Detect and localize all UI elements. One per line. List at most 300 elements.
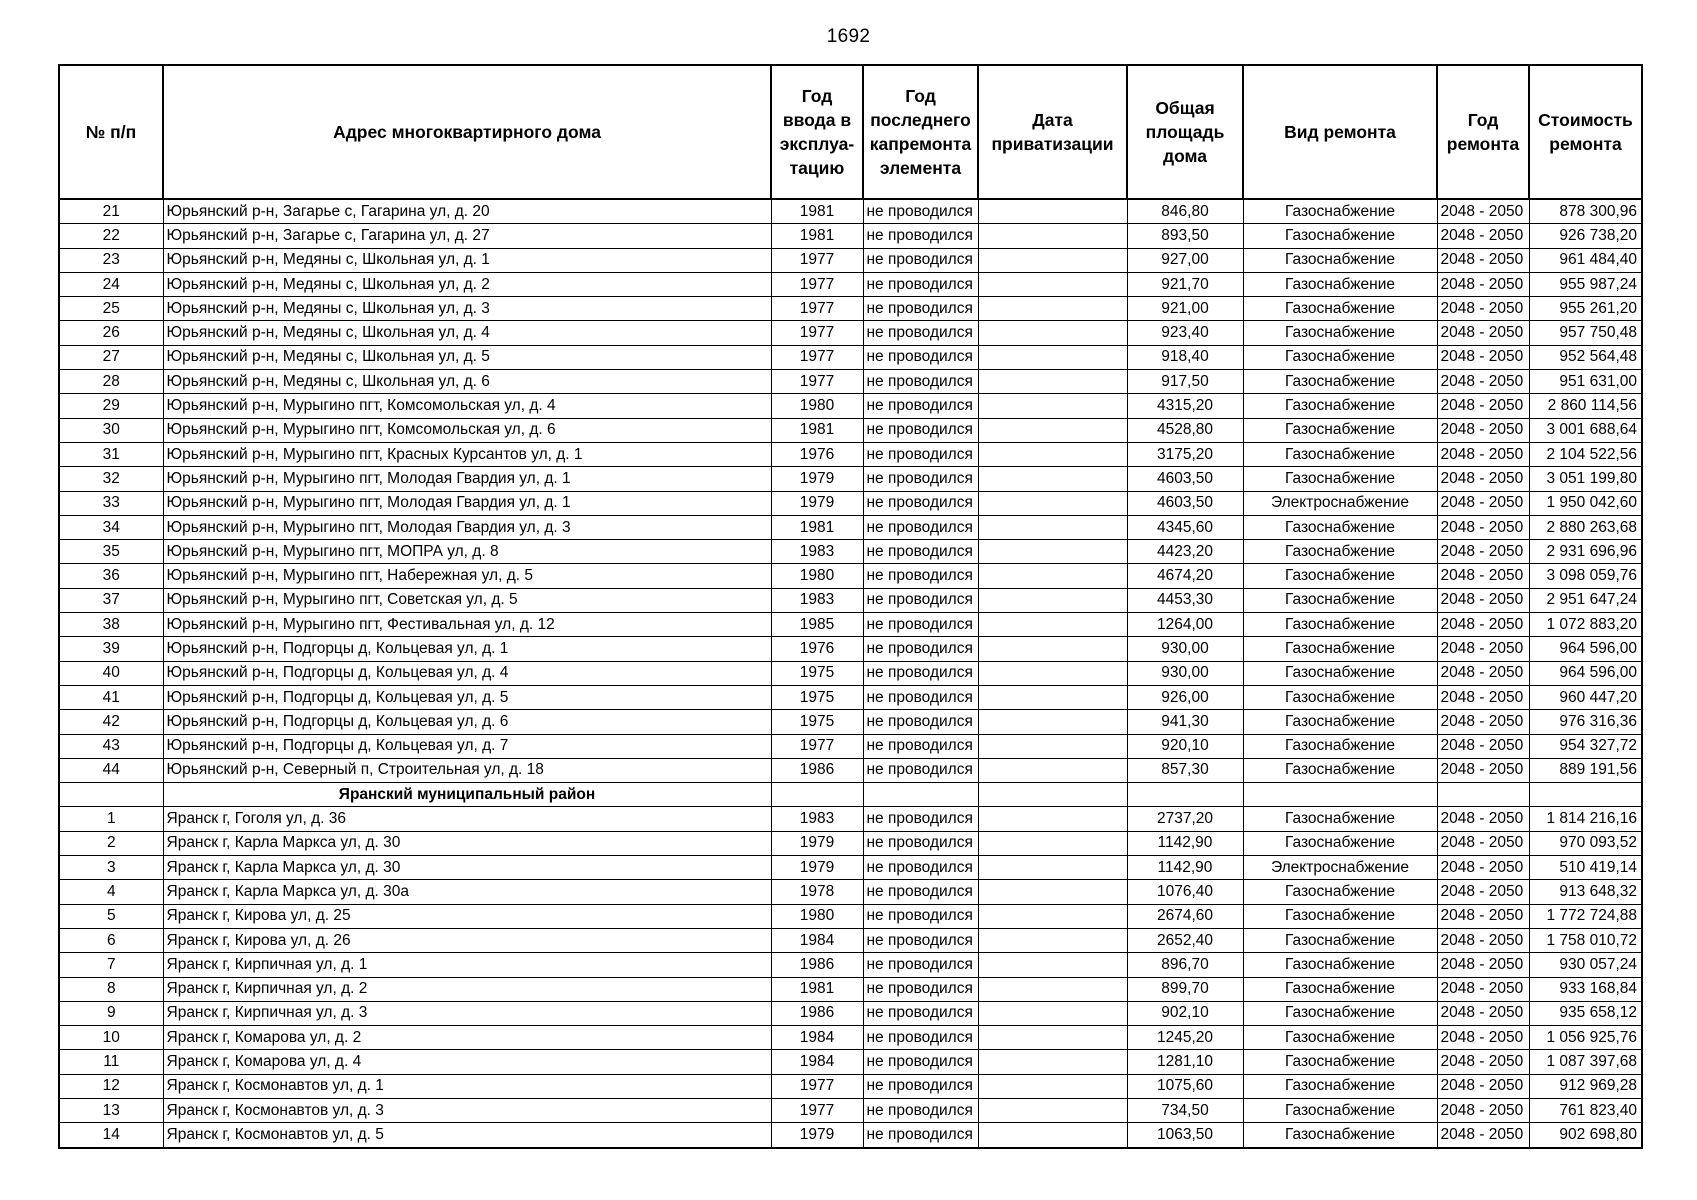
cell-num: 3 (59, 856, 163, 880)
cell-repair-year: 2048 - 2050 (1437, 734, 1529, 758)
cell-num: 21 (59, 199, 163, 224)
cell-repair-type: Газоснабжение (1243, 904, 1437, 928)
cell-last-repair: не проводился (863, 953, 978, 977)
cell-area: 1264,00 (1127, 613, 1243, 637)
cell-repair-type: Газоснабжение (1243, 928, 1437, 952)
cell-repair-year: 2048 - 2050 (1437, 1026, 1529, 1050)
header-area: Общая площадь дома (1127, 65, 1243, 199)
cell-privatization (978, 710, 1127, 734)
cell-year-built: 1981 (771, 515, 863, 539)
table-row (59, 613, 1642, 637)
cell-cost: 1 072 883,20 (1529, 613, 1642, 637)
cell-cost: 3 001 688,64 (1529, 418, 1642, 442)
table-row (59, 880, 1642, 904)
cell-last-repair: не проводился (863, 758, 978, 782)
cell-num: 34 (59, 515, 163, 539)
cell-privatization (978, 491, 1127, 515)
cell-address: Яранск г, Космонавтов ул, д. 5 (163, 1123, 771, 1148)
cell-cost: 952 564,48 (1529, 345, 1642, 369)
cell-year-built: 1976 (771, 442, 863, 466)
table-row (59, 1001, 1642, 1025)
cell-repair-year: 2048 - 2050 (1437, 637, 1529, 661)
cell-area: 1281,10 (1127, 1050, 1243, 1074)
header-last-repair: Год последнего капремонта элемента (863, 65, 978, 199)
cell-address: Юрьянский р-н, Мурыгино пгт, Красных Курсантов ул, д. 1 (163, 442, 771, 466)
cell-address: Юрьянский р-н, Медяны с, Школьная ул, д. 3 (163, 297, 771, 321)
cell-address: Яранский муниципальный район (163, 783, 771, 807)
cell-year-built: 1977 (771, 1098, 863, 1122)
cell-year-built: 1977 (771, 321, 863, 345)
cell-repair-year: 2048 - 2050 (1437, 1001, 1529, 1025)
cell-year-built: 1975 (771, 661, 863, 685)
header-repair-year: Год ремонта (1437, 65, 1529, 199)
table-row (59, 199, 1642, 224)
cell-last-repair: не проводился (863, 1026, 978, 1050)
cell-repair-type: Газоснабжение (1243, 199, 1437, 224)
cell-privatization (978, 1026, 1127, 1050)
cell-privatization (978, 1123, 1127, 1148)
cell-repair-type: Газоснабжение (1243, 588, 1437, 612)
cell-year-built: 1975 (771, 710, 863, 734)
cell-last-repair: не проводился (863, 199, 978, 224)
cell-address: Яранск г, Кирпичная ул, д. 2 (163, 977, 771, 1001)
cell-cost: 902 698,80 (1529, 1123, 1642, 1148)
cell-cost: 955 261,20 (1529, 297, 1642, 321)
cell-area: 4603,50 (1127, 467, 1243, 491)
cell-num: 33 (59, 491, 163, 515)
cell-num: 24 (59, 272, 163, 296)
cell-address: Юрьянский р-н, Мурыгино пгт, Молодая Гвардия ул, д. 1 (163, 491, 771, 515)
cell-area: 920,10 (1127, 734, 1243, 758)
cell-num: 5 (59, 904, 163, 928)
cell-last-repair: не проводился (863, 394, 978, 418)
cell-last-repair: не проводился (863, 734, 978, 758)
cell-area: 917,50 (1127, 370, 1243, 394)
cell-year-built: 1978 (771, 880, 863, 904)
table-row (59, 977, 1642, 1001)
cell-year-built: 1977 (771, 734, 863, 758)
cell-area: 930,00 (1127, 637, 1243, 661)
cell-repair-year: 2048 - 2050 (1437, 442, 1529, 466)
cell-privatization (978, 564, 1127, 588)
cell-last-repair: не проводился (863, 321, 978, 345)
cell-num: 30 (59, 418, 163, 442)
cell-year-built: 1979 (771, 491, 863, 515)
table-row (59, 685, 1642, 709)
cell-privatization (978, 613, 1127, 637)
header-year-built: Год ввода в эксплуа-тацию (771, 65, 863, 199)
cell-repair-type: Газоснабжение (1243, 515, 1437, 539)
cell-last-repair: не проводился (863, 418, 978, 442)
cell-last-repair: не проводился (863, 442, 978, 466)
cell-repair-type: Газоснабжение (1243, 1074, 1437, 1098)
cell-area: 4674,20 (1127, 564, 1243, 588)
cell-repair-year: 2048 - 2050 (1437, 880, 1529, 904)
cell-last-repair: не проводился (863, 345, 978, 369)
cell-address: Юрьянский р-н, Мурыгино пгт, Комсомольская ул, д. 6 (163, 418, 771, 442)
cell-area: 1075,60 (1127, 1074, 1243, 1098)
cell-last-repair: не проводился (863, 904, 978, 928)
cell-repair-year: 2048 - 2050 (1437, 1074, 1529, 1098)
table-body (59, 199, 1642, 1148)
cell-repair-type: Газоснабжение (1243, 564, 1437, 588)
cell-year-built: 1977 (771, 370, 863, 394)
table-row (59, 272, 1642, 296)
cell-repair-year: 2048 - 2050 (1437, 297, 1529, 321)
cell-address: Юрьянский р-н, Подгорцы д, Кольцевая ул, д. 1 (163, 637, 771, 661)
cell-year-built: 1981 (771, 199, 863, 224)
cell-num: 22 (59, 224, 163, 248)
cell-repair-year: 2048 - 2050 (1437, 418, 1529, 442)
cell-num: 4 (59, 880, 163, 904)
cell-cost: 1 056 925,76 (1529, 1026, 1642, 1050)
cell-privatization (978, 1001, 1127, 1025)
cell-address: Яранск г, Кирова ул, д. 26 (163, 928, 771, 952)
cell-cost: 1 087 397,68 (1529, 1050, 1642, 1074)
cell-num (59, 783, 163, 807)
cell-repair-type: Газоснабжение (1243, 224, 1437, 248)
cell-address: Юрьянский р-н, Медяны с, Школьная ул, д. 2 (163, 272, 771, 296)
cell-address: Юрьянский р-н, Медяны с, Школьная ул, д. 1 (163, 248, 771, 272)
cell-last-repair: не проводился (863, 685, 978, 709)
cell-cost: 926 738,20 (1529, 224, 1642, 248)
cell-num: 41 (59, 685, 163, 709)
cell-area: 734,50 (1127, 1098, 1243, 1122)
cell-area: 899,70 (1127, 977, 1243, 1001)
cell-address: Юрьянский р-н, Загарье с, Гагарина ул, д. 20 (163, 199, 771, 224)
cell-repair-year: 2048 - 2050 (1437, 953, 1529, 977)
cell-area: 846,80 (1127, 199, 1243, 224)
cell-year-built: 1977 (771, 272, 863, 296)
cell-last-repair: не проводился (863, 370, 978, 394)
cell-year-built: 1981 (771, 418, 863, 442)
cell-last-repair: не проводился (863, 1001, 978, 1025)
table-row (59, 491, 1642, 515)
cell-repair-type: Электроснабжение (1243, 856, 1437, 880)
cell-last-repair: не проводился (863, 1098, 978, 1122)
cell-cost: 951 631,00 (1529, 370, 1642, 394)
table-row (59, 418, 1642, 442)
cell-address: Юрьянский р-н, Мурыгино пгт, Набережная ул, д. 5 (163, 564, 771, 588)
cell-repair-year: 2048 - 2050 (1437, 685, 1529, 709)
cell-privatization (978, 467, 1127, 491)
cell-last-repair: не проводился (863, 1123, 978, 1148)
cell-area: 902,10 (1127, 1001, 1243, 1025)
cell-cost: 976 316,36 (1529, 710, 1642, 734)
cell-repair-year: 2048 - 2050 (1437, 928, 1529, 952)
table-row (59, 467, 1642, 491)
cell-num: 38 (59, 613, 163, 637)
cell-cost: 935 658,12 (1529, 1001, 1642, 1025)
cell-num: 6 (59, 928, 163, 952)
cell-repair-year: 2048 - 2050 (1437, 540, 1529, 564)
cell-num: 11 (59, 1050, 163, 1074)
cell-cost: 961 484,40 (1529, 248, 1642, 272)
cell-year-built: 1977 (771, 248, 863, 272)
table-row (59, 661, 1642, 685)
cell-year-built: 1977 (771, 1074, 863, 1098)
cell-address: Яранск г, Гоголя ул, д. 36 (163, 807, 771, 831)
table-row (59, 394, 1642, 418)
cell-num: 1 (59, 807, 163, 831)
cell-address: Яранск г, Карла Маркса ул, д. 30а (163, 880, 771, 904)
header-address: Адрес многоквартирного дома (163, 65, 771, 199)
cell-num: 26 (59, 321, 163, 345)
table-row (59, 224, 1642, 248)
cell-cost: 2 104 522,56 (1529, 442, 1642, 466)
cell-area: 2652,40 (1127, 928, 1243, 952)
cell-year-built: 1983 (771, 540, 863, 564)
cell-address: Юрьянский р-н, Подгорцы д, Кольцевая ул, д. 5 (163, 685, 771, 709)
cell-cost: 889 191,56 (1529, 758, 1642, 782)
cell-repair-type: Газоснабжение (1243, 1001, 1437, 1025)
table-header-row (59, 65, 1642, 199)
cell-last-repair: не проводился (863, 831, 978, 855)
cell-address: Юрьянский р-н, Медяны с, Школьная ул, д. 6 (163, 370, 771, 394)
cell-repair-type: Газоснабжение (1243, 1050, 1437, 1074)
cell-year-built: 1981 (771, 977, 863, 1001)
cell-last-repair: не проводился (863, 977, 978, 1001)
cell-year-built: 1979 (771, 467, 863, 491)
cell-repair-year: 2048 - 2050 (1437, 1098, 1529, 1122)
cell-repair-type: Газоснабжение (1243, 661, 1437, 685)
cell-cost: 970 093,52 (1529, 831, 1642, 855)
cell-year-built: 1981 (771, 224, 863, 248)
cell-privatization (978, 831, 1127, 855)
cell-area: 4603,50 (1127, 491, 1243, 515)
header-privatization: Дата приватизации (978, 65, 1127, 199)
cell-num: 44 (59, 758, 163, 782)
cell-repair-year: 2048 - 2050 (1437, 467, 1529, 491)
cell-area: 893,50 (1127, 224, 1243, 248)
cell-privatization (978, 637, 1127, 661)
cell-privatization (978, 588, 1127, 612)
cell-privatization (978, 370, 1127, 394)
cell-privatization (978, 783, 1127, 807)
cell-repair-year: 2048 - 2050 (1437, 904, 1529, 928)
table-row (59, 856, 1642, 880)
cell-cost: 933 168,84 (1529, 977, 1642, 1001)
cell-last-repair: не проводился (863, 1050, 978, 1074)
table-row (59, 831, 1642, 855)
table-row (59, 345, 1642, 369)
cell-address: Юрьянский р-н, Мурыгино пгт, Фестивальная ул, д. 12 (163, 613, 771, 637)
cell-repair-year: 2048 - 2050 (1437, 515, 1529, 539)
cell-year-built: 1984 (771, 928, 863, 952)
cell-repair-type: Газоснабжение (1243, 442, 1437, 466)
cell-year-built: 1979 (771, 856, 863, 880)
cell-year-built: 1979 (771, 1123, 863, 1148)
table-row (59, 928, 1642, 952)
cell-privatization (978, 297, 1127, 321)
cell-area: 3175,20 (1127, 442, 1243, 466)
cell-area: 896,70 (1127, 953, 1243, 977)
cell-address: Юрьянский р-н, Подгорцы д, Кольцевая ул, д. 4 (163, 661, 771, 685)
cell-year-built: 1980 (771, 904, 863, 928)
cell-last-repair: не проводился (863, 637, 978, 661)
cell-address: Яранск г, Космонавтов ул, д. 3 (163, 1098, 771, 1122)
cell-year-built: 1986 (771, 1001, 863, 1025)
cell-privatization (978, 248, 1127, 272)
cell-repair-year: 2048 - 2050 (1437, 564, 1529, 588)
cell-repair-year: 2048 - 2050 (1437, 977, 1529, 1001)
cell-cost: 1 814 216,16 (1529, 807, 1642, 831)
table-row (59, 515, 1642, 539)
cell-num: 12 (59, 1074, 163, 1098)
cell-privatization (978, 1074, 1127, 1098)
cell-repair-year: 2048 - 2050 (1437, 345, 1529, 369)
cell-cost: 960 447,20 (1529, 685, 1642, 709)
cell-address: Юрьянский р-н, Мурыгино пгт, МОПРА ул, д. 8 (163, 540, 771, 564)
table-row (59, 1074, 1642, 1098)
cell-repair-year: 2048 - 2050 (1437, 199, 1529, 224)
cell-year-built: 1986 (771, 758, 863, 782)
cell-address: Юрьянский р-н, Мурыгино пгт, Комсомольская ул, д. 4 (163, 394, 771, 418)
cell-area: 926,00 (1127, 685, 1243, 709)
cell-area: 918,40 (1127, 345, 1243, 369)
cell-repair-type: Газоснабжение (1243, 394, 1437, 418)
cell-year-built: 1975 (771, 685, 863, 709)
cell-address: Юрьянский р-н, Загарье с, Гагарина ул, д. 27 (163, 224, 771, 248)
cell-area: 1063,50 (1127, 1123, 1243, 1148)
cell-cost: 913 648,32 (1529, 880, 1642, 904)
cell-area (1127, 783, 1243, 807)
cell-repair-year: 2048 - 2050 (1437, 370, 1529, 394)
cell-cost: 930 057,24 (1529, 953, 1642, 977)
cell-last-repair: не проводился (863, 540, 978, 564)
cell-repair-year: 2048 - 2050 (1437, 272, 1529, 296)
cell-year-built: 1979 (771, 831, 863, 855)
cell-repair-type: Газоснабжение (1243, 977, 1437, 1001)
table-row (59, 710, 1642, 734)
cell-last-repair: не проводился (863, 297, 978, 321)
cell-num: 13 (59, 1098, 163, 1122)
cell-repair-type: Газоснабжение (1243, 685, 1437, 709)
cell-privatization (978, 734, 1127, 758)
cell-privatization (978, 685, 1127, 709)
cell-last-repair: не проводился (863, 515, 978, 539)
cell-year-built (771, 783, 863, 807)
cell-repair-year: 2048 - 2050 (1437, 807, 1529, 831)
cell-cost: 954 327,72 (1529, 734, 1642, 758)
cell-cost: 2 931 696,96 (1529, 540, 1642, 564)
cell-address: Яранск г, Комарова ул, д. 4 (163, 1050, 771, 1074)
cell-address: Яранск г, Кирпичная ул, д. 3 (163, 1001, 771, 1025)
header-num: № п/п (59, 65, 163, 199)
table-row (59, 1026, 1642, 1050)
cell-area: 4423,20 (1127, 540, 1243, 564)
cell-num: 2 (59, 831, 163, 855)
cell-address: Юрьянский р-н, Подгорцы д, Кольцевая ул, д. 6 (163, 710, 771, 734)
cell-privatization (978, 1098, 1127, 1122)
cell-repair-year: 2048 - 2050 (1437, 321, 1529, 345)
cell-cost: 957 750,48 (1529, 321, 1642, 345)
cell-last-repair: не проводился (863, 661, 978, 685)
cell-year-built: 1986 (771, 953, 863, 977)
cell-num: 36 (59, 564, 163, 588)
cell-num: 37 (59, 588, 163, 612)
cell-area: 927,00 (1127, 248, 1243, 272)
cell-address: Яранск г, Карла Маркса ул, д. 30 (163, 856, 771, 880)
cell-repair-type: Газоснабжение (1243, 321, 1437, 345)
cell-repair-type: Газоснабжение (1243, 734, 1437, 758)
cell-privatization (978, 515, 1127, 539)
cell-address: Яранск г, Кирова ул, д. 25 (163, 904, 771, 928)
cell-privatization (978, 224, 1127, 248)
cell-address: Яранск г, Кирпичная ул, д. 1 (163, 953, 771, 977)
cell-area: 1076,40 (1127, 880, 1243, 904)
cell-cost: 510 419,14 (1529, 856, 1642, 880)
cell-num: 29 (59, 394, 163, 418)
cell-repair-year: 2048 - 2050 (1437, 248, 1529, 272)
cell-year-built: 1983 (771, 807, 863, 831)
cell-num: 25 (59, 297, 163, 321)
cell-address: Юрьянский р-н, Мурыгино пгт, Молодая Гвардия ул, д. 1 (163, 467, 771, 491)
page-number: 1692 (826, 26, 871, 47)
cell-area: 4315,20 (1127, 394, 1243, 418)
cell-num: 42 (59, 710, 163, 734)
table-row (59, 297, 1642, 321)
cell-cost: 2 951 647,24 (1529, 588, 1642, 612)
cell-repair-type: Электроснабжение (1243, 491, 1437, 515)
cell-last-repair: не проводился (863, 880, 978, 904)
cell-area: 930,00 (1127, 661, 1243, 685)
table-row (59, 904, 1642, 928)
cell-privatization (978, 758, 1127, 782)
cell-cost: 1 758 010,72 (1529, 928, 1642, 952)
repair-registry-table (58, 64, 1643, 1149)
cell-repair-type: Газоснабжение (1243, 758, 1437, 782)
cell-year-built: 1984 (771, 1050, 863, 1074)
cell-repair-type: Газоснабжение (1243, 418, 1437, 442)
cell-num: 27 (59, 345, 163, 369)
cell-cost: 2 860 114,56 (1529, 394, 1642, 418)
cell-repair-type: Газоснабжение (1243, 467, 1437, 491)
cell-num: 43 (59, 734, 163, 758)
cell-area: 923,40 (1127, 321, 1243, 345)
cell-num: 40 (59, 661, 163, 685)
cell-num: 10 (59, 1026, 163, 1050)
cell-privatization (978, 272, 1127, 296)
cell-area: 1142,90 (1127, 856, 1243, 880)
cell-last-repair: не проводился (863, 467, 978, 491)
cell-cost: 964 596,00 (1529, 661, 1642, 685)
cell-address: Юрьянский р-н, Мурыгино пгт, Молодая Гвардия ул, д. 3 (163, 515, 771, 539)
cell-repair-year: 2048 - 2050 (1437, 831, 1529, 855)
cell-repair-year: 2048 - 2050 (1437, 856, 1529, 880)
cell-repair-type (1243, 783, 1437, 807)
cell-repair-type: Газоснабжение (1243, 613, 1437, 637)
cell-area: 1142,90 (1127, 831, 1243, 855)
cell-privatization (978, 807, 1127, 831)
cell-address: Юрьянский р-н, Северный п, Строительная ул, д. 18 (163, 758, 771, 782)
cell-privatization (978, 856, 1127, 880)
cell-privatization (978, 394, 1127, 418)
cell-cost: 878 300,96 (1529, 199, 1642, 224)
cell-cost: 1 950 042,60 (1529, 491, 1642, 515)
cell-repair-year: 2048 - 2050 (1437, 588, 1529, 612)
cell-num: 39 (59, 637, 163, 661)
cell-address: Яранск г, Космонавтов ул, д. 1 (163, 1074, 771, 1098)
table-row (59, 1050, 1642, 1074)
cell-cost: 955 987,24 (1529, 272, 1642, 296)
cell-last-repair: не проводился (863, 248, 978, 272)
cell-cost: 1 772 724,88 (1529, 904, 1642, 928)
table-row (59, 248, 1642, 272)
cell-privatization (978, 345, 1127, 369)
cell-area: 4453,30 (1127, 588, 1243, 612)
cell-repair-type: Газоснабжение (1243, 1026, 1437, 1050)
